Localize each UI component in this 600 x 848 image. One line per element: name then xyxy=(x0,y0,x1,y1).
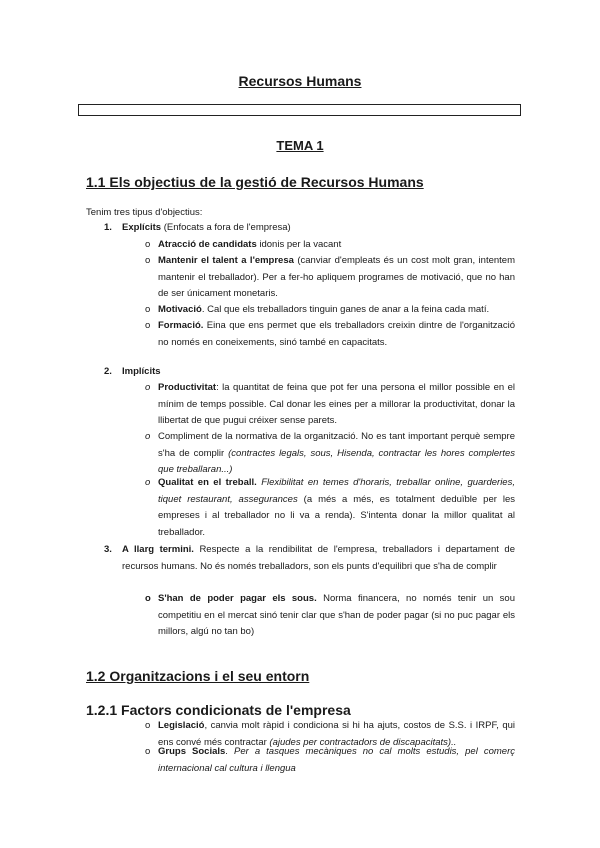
bullet-marker: o xyxy=(145,255,151,266)
section-1-intro: Tenim tres tipus d'objectius: xyxy=(86,207,203,218)
bullet-marker: o xyxy=(145,382,151,393)
title-box xyxy=(78,104,521,116)
subitem-bold: Motivació xyxy=(158,304,202,315)
item-1-text xyxy=(122,220,522,237)
section-2-heading: 1.2 Organitzacions i el seu entorn xyxy=(86,668,310,684)
subitem-italic: (contractes legals, sous, Hisenda, contractar les hores complertes que treballaran...) xyxy=(158,447,515,476)
subitem-motivacio xyxy=(158,302,515,319)
bullet-marker: o xyxy=(145,431,151,442)
subitem-compliment xyxy=(158,429,515,479)
subitem-text: Compliment de la normativa de la organització. No es tant important perquè sempre s'ha de complir xyxy=(158,431,515,459)
document-title: Recursos Humans xyxy=(238,73,362,89)
subitem-bold: Atracció de candidats xyxy=(158,239,257,250)
bullet-marker: o xyxy=(145,720,151,731)
section-2-subheading: 1.2.1 Factors condicionats de l'empresa xyxy=(86,702,351,718)
bullet-marker: o xyxy=(145,320,151,331)
item-3-rest: Respecte a la rendibilitat de l'empresa, treballadors i departament de recursos humans. No és només treballadors, son els punts d'equilibri que s'ha de complir xyxy=(122,544,515,572)
bullet-marker: o xyxy=(145,239,151,250)
subitem-qualitat xyxy=(158,475,515,541)
subitem-text: , canvia molt ràpid i condiciona si hi ha ajuts, costos de S.S. i IRPF, qui ens convé més contractar xyxy=(158,720,515,748)
subitem-pagar-sous xyxy=(158,591,515,641)
subitem-text: Norma financera, no només tenir un sou competitiu en el mercat sinó tenir clar que s'han de poder pagar (si no puc pagar els millors, algú no tan bo) xyxy=(158,593,515,638)
subitem-formacio xyxy=(158,318,515,351)
bullet-marker: o xyxy=(145,746,151,757)
item-1-rest: (Enfocats a fora de l'empresa) xyxy=(161,222,291,233)
subitem-mantenir-talent xyxy=(158,253,515,303)
subitem-text: Eina que ens permet que els treballadors creixin dintre de l'organització no només en coneixements, sinó també en capacitats. xyxy=(158,320,515,348)
subitem-bold: Legislació xyxy=(158,720,205,731)
item-1-label: Explícits xyxy=(122,222,162,233)
item-1-number: 1. xyxy=(104,222,112,233)
bullet-marker: o xyxy=(145,593,151,604)
item-2-text xyxy=(122,364,522,381)
subitem-bold: Formació. xyxy=(158,320,204,331)
subitem-bold: S'han de poder pagar els sous. xyxy=(158,593,317,604)
subitem-text: . Cal que els treballadors tinguin ganes de anar a la feina cada matí. xyxy=(201,304,490,315)
subitem-italic: (ajudes per contractadors de discapacitats).. xyxy=(269,736,457,748)
subitem-bold: Mantenir el talent a l'empresa xyxy=(158,255,294,266)
subitem-text: (canviar d'empleats és un cost molt gran, intentem mantenir el treballador). Per a fer-ho apliquem programes de motivació, que no han de ser únicament monetaris. xyxy=(158,255,515,300)
subitem-atraccio xyxy=(158,237,515,254)
subitem-text: (a més a més, es totalment deduïble per les empreses i al treballador no li va a renda). S'intenta donar la millor qualitat al treballador. xyxy=(158,493,515,538)
subitem-bold: Productivitat xyxy=(158,382,217,393)
subitem-text: idonis per la vacant xyxy=(256,239,342,250)
subitem-italic: Flexibilitat en temes d'horaris, treballar online, guarderies, tiquet restaurant, assegurances xyxy=(158,477,515,505)
bullet-marker: o xyxy=(145,304,151,315)
bullet-marker: o xyxy=(145,477,151,488)
section-1-heading: 1.1 Els objectius de la gestió de Recursos Humans xyxy=(86,174,424,190)
item-3-label: A llarg termini. xyxy=(122,544,194,555)
subitem-bold: Grups Socials xyxy=(158,746,226,757)
subitem-text: : la quantitat de feina que pot fer una persona el millor possible en el mínim de temps possible. Cal donar les eines per a millorar la productivitat, donar la llibertat de que pugui créixer sense parets. xyxy=(158,382,515,427)
item-2-label: Implícits xyxy=(122,366,161,377)
item-2-number: 2. xyxy=(104,366,112,377)
tema-heading: TEMA 1 xyxy=(276,138,324,153)
subitem-productivitat xyxy=(158,380,515,430)
subitem-text: . xyxy=(225,746,234,757)
subitem-bold: Qualitat en el treball. xyxy=(158,477,257,488)
item-3-text xyxy=(122,542,515,575)
subitem-italic: Per a tasques mecàniques no cal molts estudis, pel comerç internacional cal cultura i llengua xyxy=(158,746,515,774)
subitem-grups-socials xyxy=(158,744,515,777)
item-3-number: 3. xyxy=(104,544,112,555)
